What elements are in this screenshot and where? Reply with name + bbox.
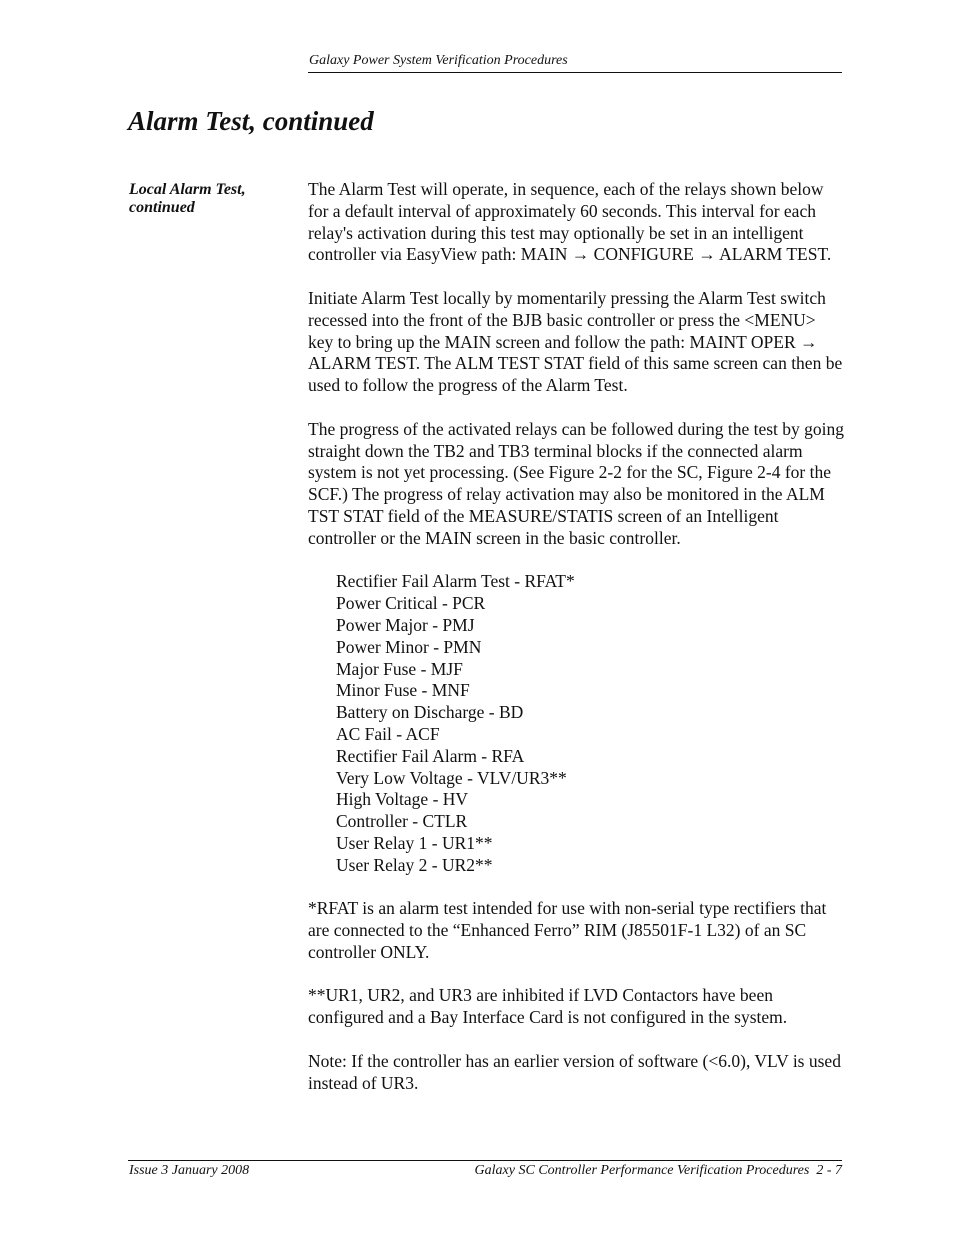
relay-list — [336, 571, 844, 876]
relay-list-item: Major Fuse - MJF — [336, 658, 463, 679]
relay-list-item: User Relay 1 - UR1** — [336, 832, 493, 853]
relay-list-item: Power Critical - PCR — [336, 593, 486, 614]
body-column — [308, 179, 844, 1116]
relay-list-item: Power Major - PMJ — [336, 614, 475, 635]
relay-list-item: User Relay 2 - UR2** — [336, 854, 493, 875]
relay-list-item: Controller - CTLR — [336, 811, 468, 832]
relay-list-item: Rectifier Fail Alarm Test - RFAT* — [336, 571, 575, 592]
paragraph-initiate-alarm-test: Initiate Alarm Test locally by momentarily pressing the Alarm Test switch recessed into the front of the BJB basic controller or press the <MENU> key to bring up the MAIN screen and follow the path: MAINT OPER → ALARM TEST. The ALM TEST STAT field of this same screen can then be used to follow the progress of the Alarm Test. — [308, 287, 843, 396]
footer-document-title-page-number: Galaxy SC Controller Performance Verification Procedures 2 - 7 — [474, 1163, 842, 1178]
relay-list-item: Very Low Voltage - VLV/UR3** — [336, 767, 567, 788]
footnote-user-relays: **UR1, UR2, and UR3 are inhibited if LVD Contactors have been configured and a Bay Interface Card is not configured in the system. — [308, 985, 788, 1028]
paragraph-relay-progress: The progress of the activated relays can be followed during the test by going straight down the TB2 and TB3 terminal blocks if the connected alarm system is not yet processing. (See Figure 2-2 for the SC, Figure 2-4 for the SCF.) The progress of relay activation may also be monitored in the ALM TST STAT field of the MEASURE/STATIS screen of an Intelligent controller or the MAIN screen in the basic controller. — [308, 418, 845, 548]
relay-list-item: Battery on Discharge - BD — [336, 702, 524, 723]
relay-list-item: Minor Fuse - MNF — [336, 680, 470, 701]
header-rule — [308, 72, 842, 73]
footer-issue-date: Issue 3 January 2008 — [129, 1163, 250, 1178]
paragraph-alarm-test-intro: The Alarm Test will operate, in sequence, each of the relays shown below for a default interval of approximately 60 seconds. This interval for each relay's activation during this test may optionally be set in an intelligent controller via EasyView path: MAIN → CONFIGURE → ALARM TEST. — [308, 179, 832, 265]
footer-rule — [128, 1160, 842, 1161]
side-label-line-2: continued — [129, 199, 195, 216]
relay-list-item: Rectifier Fail Alarm - RFA — [336, 745, 525, 766]
page-title: Alarm Test, continued — [128, 106, 374, 136]
running-header: Galaxy Power System Verification Procedures — [309, 53, 568, 68]
footnote-rfat: *RFAT is an alarm test intended for use with non-serial type rectifiers that are connected to the “Enhanced Ferro” RIM (J85501F-1 L32) of an SC controller ONLY. — [308, 898, 827, 962]
relay-list-item: Power Minor - PMN — [336, 636, 482, 657]
relay-list-item: AC Fail - ACF — [336, 723, 440, 744]
note-software-version: Note: If the controller has an earlier version of software (<6.0), VLV is used instead of UR3. — [308, 1050, 841, 1093]
section-side-label — [129, 181, 299, 217]
side-label-line-1: Local Alarm Test, — [129, 181, 246, 198]
relay-list-item: High Voltage - HV — [336, 789, 469, 810]
